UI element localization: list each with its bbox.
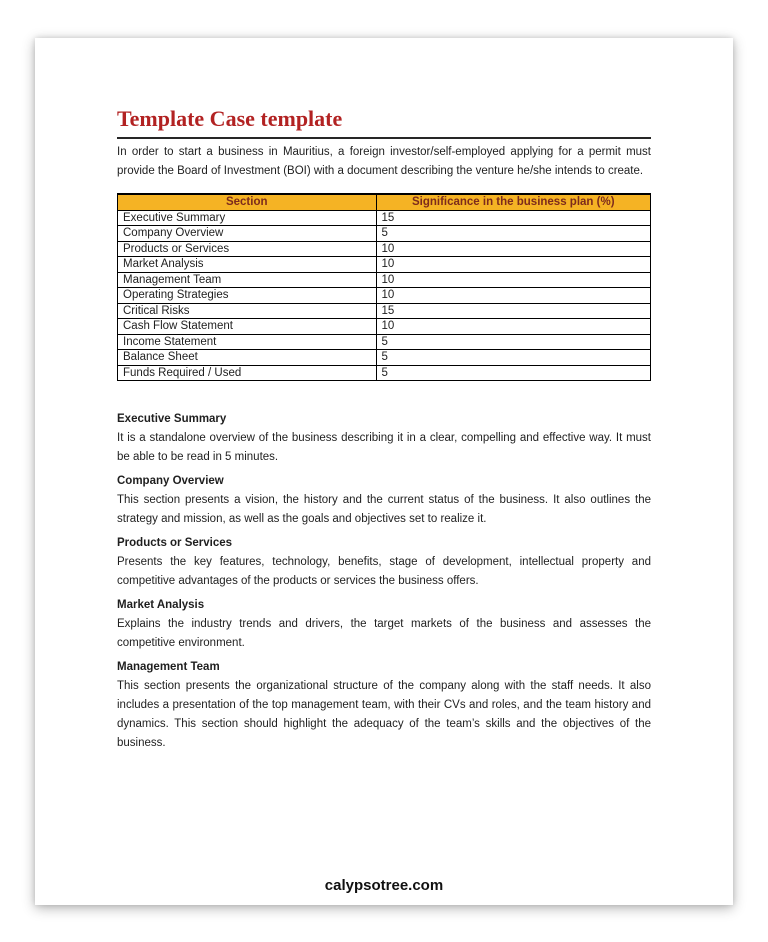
table-cell-section: Balance Sheet [118, 350, 377, 366]
table-cell-value: 10 [376, 272, 651, 288]
section-management-team [117, 658, 651, 753]
table-row [118, 241, 651, 257]
table-row [118, 288, 651, 304]
significance-table [117, 193, 651, 381]
section-products-or-services [117, 534, 651, 591]
document-content [35, 38, 733, 753]
section-executive-summary [117, 410, 651, 467]
section-descriptions [117, 410, 651, 753]
site-watermark: calypsotree.com [324, 877, 444, 894]
section-heading: Products or Services [117, 537, 233, 549]
table-cell-value: 10 [376, 288, 651, 304]
table-cell-section: Management Team [118, 272, 377, 288]
intro-paragraph: In order to start a business in Mauritius, a foreign investor/self-employed applying for a permit must provide the Board of Investment (BOI) with a document describing the venture he/she intends to create. [117, 146, 651, 177]
table-cell-value: 15 [376, 210, 651, 226]
section-body: Presents the key features, technology, benefits, stage of development, intellectual property and competitive advantages of the products or services the business offers. [117, 556, 651, 587]
section-heading: Executive Summary [117, 413, 227, 425]
section-heading: Management Team [117, 661, 220, 673]
table-cell-value: 5 [376, 365, 651, 381]
table-cell-value: 5 [376, 350, 651, 366]
table-row [118, 334, 651, 350]
table-cell-section: Operating Strategies [118, 288, 377, 304]
table-cell-section: Market Analysis [118, 257, 377, 273]
table-cell-section: Company Overview [118, 226, 377, 242]
table-header-significance: Significance in the business plan (%) [376, 194, 651, 210]
table-row [118, 365, 651, 381]
table-row [118, 210, 651, 226]
section-body: This section presents the organizational structure of the company along with the staff needs. It also includes a presentation of the top management team, with their CVs and roles, and the team history and dynamics. This section should highlight the adequacy of the team’s skills and the objectives of the business. [117, 680, 651, 749]
section-body: Explains the industry trends and drivers, the target markets of the business and assesses the competitive environment. [117, 618, 651, 649]
table-cell-value: 10 [376, 319, 651, 335]
table-cell-section: Funds Required / Used [118, 365, 377, 381]
table-cell-section: Income Statement [118, 334, 377, 350]
table-cell-section: Critical Risks [118, 303, 377, 319]
section-body: It is a standalone overview of the business describing it in a clear, compelling and effective way. It must be able to be read in 5 minutes. [117, 432, 651, 463]
table-row [118, 350, 651, 366]
table-row [118, 319, 651, 335]
table-cell-section: Products or Services [118, 241, 377, 257]
table-row [118, 226, 651, 242]
section-body: This section presents a vision, the history and the current status of the business. It also outlines the strategy and mission, as well as the goals and objectives set to realize it. [117, 494, 651, 525]
table-row [118, 303, 651, 319]
table-cell-value: 5 [376, 334, 651, 350]
title-divider [117, 137, 651, 139]
section-heading: Company Overview [117, 475, 224, 487]
page-title: Template Case template [117, 106, 343, 131]
table-cell-value: 10 [376, 241, 651, 257]
table-cell-value: 5 [376, 226, 651, 242]
section-heading: Market Analysis [117, 599, 205, 611]
table-cell-value: 10 [376, 257, 651, 273]
table-cell-section: Cash Flow Statement [118, 319, 377, 335]
table-header-row [118, 194, 651, 210]
table-header-section: Section [118, 194, 377, 210]
section-market-analysis [117, 596, 651, 653]
table-row [118, 257, 651, 273]
table-row [118, 272, 651, 288]
section-company-overview [117, 472, 651, 529]
table-cell-value: 15 [376, 303, 651, 319]
table-cell-section: Executive Summary [118, 210, 377, 226]
document-page [35, 38, 733, 905]
